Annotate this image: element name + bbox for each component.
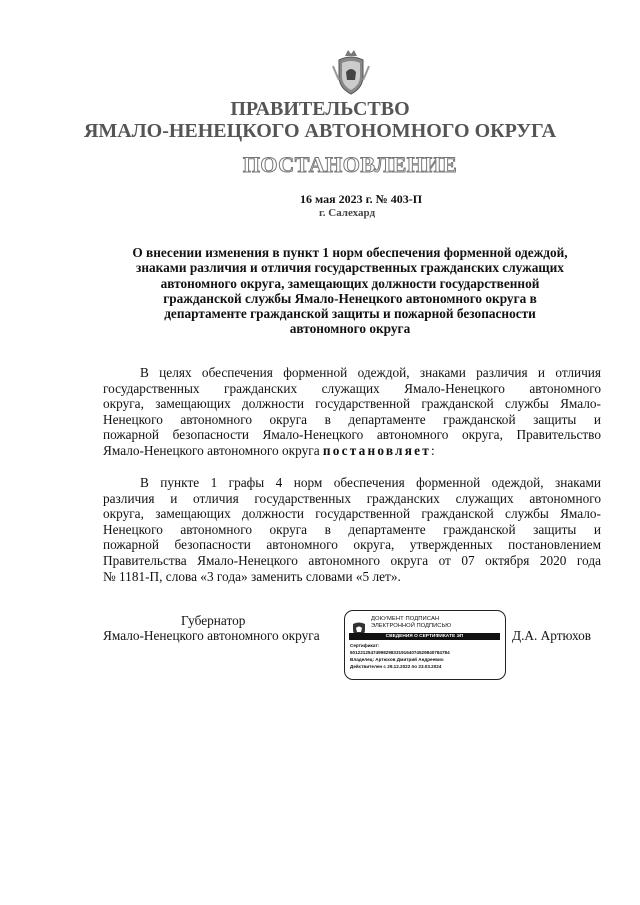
signatory-region: Ямало-Ненецкого автономного округа [103, 628, 320, 643]
paragraph-line: В пункте 1 графы 4 норм обеспечения форменной одеждой, знаками [140, 475, 601, 490]
date-number: 16 мая 2023 г. № 403-П [300, 192, 423, 206]
title-line: автономного округа [289, 321, 411, 337]
document-type: ПОСТАНОВЛЕНИЕ [242, 152, 458, 177]
document-title [100, 245, 600, 337]
paragraph-text: Ямало-Ненецкого автономного округа [103, 442, 323, 458]
cert-owner: Владелец: Артюхов Дмитрий Андреевич [350, 657, 444, 662]
title-line: гражданской службы Ямало-Ненецкого автономного округа в [163, 290, 537, 306]
stamp-heading: ЭЛЕКТРОННОЙ ПОДПИСЬЮ [371, 623, 452, 629]
paragraph-line-last [103, 443, 601, 459]
paragraph-line: Ненецкого автономного округа в департаменте гражданской защиты и [103, 521, 601, 537]
government-title-line2: ЯМАЛО-НЕНЕЦКОГО АВТОНОМНОГО ОКРУГА [83, 120, 557, 142]
paragraph-line: округа, замещающих должности государственной гражданской службы Ямало- [103, 396, 601, 412]
signatory-name: Д.А. Артюхов [512, 628, 592, 643]
title-line: О внесении изменения в пункт 1 норм обеспечения форменной одеждой, [132, 245, 568, 260]
city: г. Салехард [319, 207, 376, 219]
paragraph-2 [103, 475, 601, 584]
paragraph-line: пожарной безопасности автономного округа, утвержденных постановлением [103, 537, 601, 553]
paragraph-line: различия и отличия государственных гражданских служащих автономного [103, 490, 601, 506]
paragraph-1 [103, 365, 601, 459]
paragraph-line: В целях обеспечения форменной одеждой, знаками различия и отличия [140, 365, 601, 380]
coat-of-arms-icon [331, 46, 371, 96]
signatory-position: Губернатор [181, 613, 246, 628]
decree-keyword: постановляет [322, 442, 431, 458]
paragraph-line: округа, замещающих должности государственной гражданской службы Ямало- [103, 506, 601, 522]
title-line: департаменте гражданской защиты и пожарной безопасности [164, 306, 536, 322]
paragraph-line: пожарной безопасности Ямало-Ненецкого автономного округа, Правительство [103, 427, 601, 443]
paragraph-text: : [430, 442, 435, 458]
stamp-heading: ДОКУМЕНТ ПОДПИСАН [371, 616, 440, 622]
title-line: автономного округа, замещающих должности государственной [160, 275, 540, 291]
paragraph-line: государственных гражданских служащих Ямало-Ненецкого автономного [103, 380, 601, 396]
title-line: знаками различия и отличия государственных гражданских служащих [136, 260, 564, 276]
e-signature-stamp [344, 610, 506, 680]
paragraph-line: Правительства Ямало-Ненецкого автономного округа от 07 октября 2020 года [103, 552, 601, 568]
stamp-bar: СВЕДЕНИЯ О СЕРТИФИКАТЕ ЭП [349, 633, 500, 640]
cert-number: 60122125474998298331916407452984078478​4 [350, 650, 450, 655]
paragraph-line: Ненецкого автономного округа в департаменте гражданской защиты и [103, 411, 601, 427]
paragraph-line: № 1181-П, слова «3 года» заменить словами «5 лет». [103, 568, 401, 584]
government-title-line1: ПРАВИТЕЛЬСТВО [230, 98, 410, 120]
cert-label: Сертификат: [350, 643, 380, 648]
cert-validity: Действителен с 29.12.2022 по 23.03.2024 [350, 664, 442, 669]
